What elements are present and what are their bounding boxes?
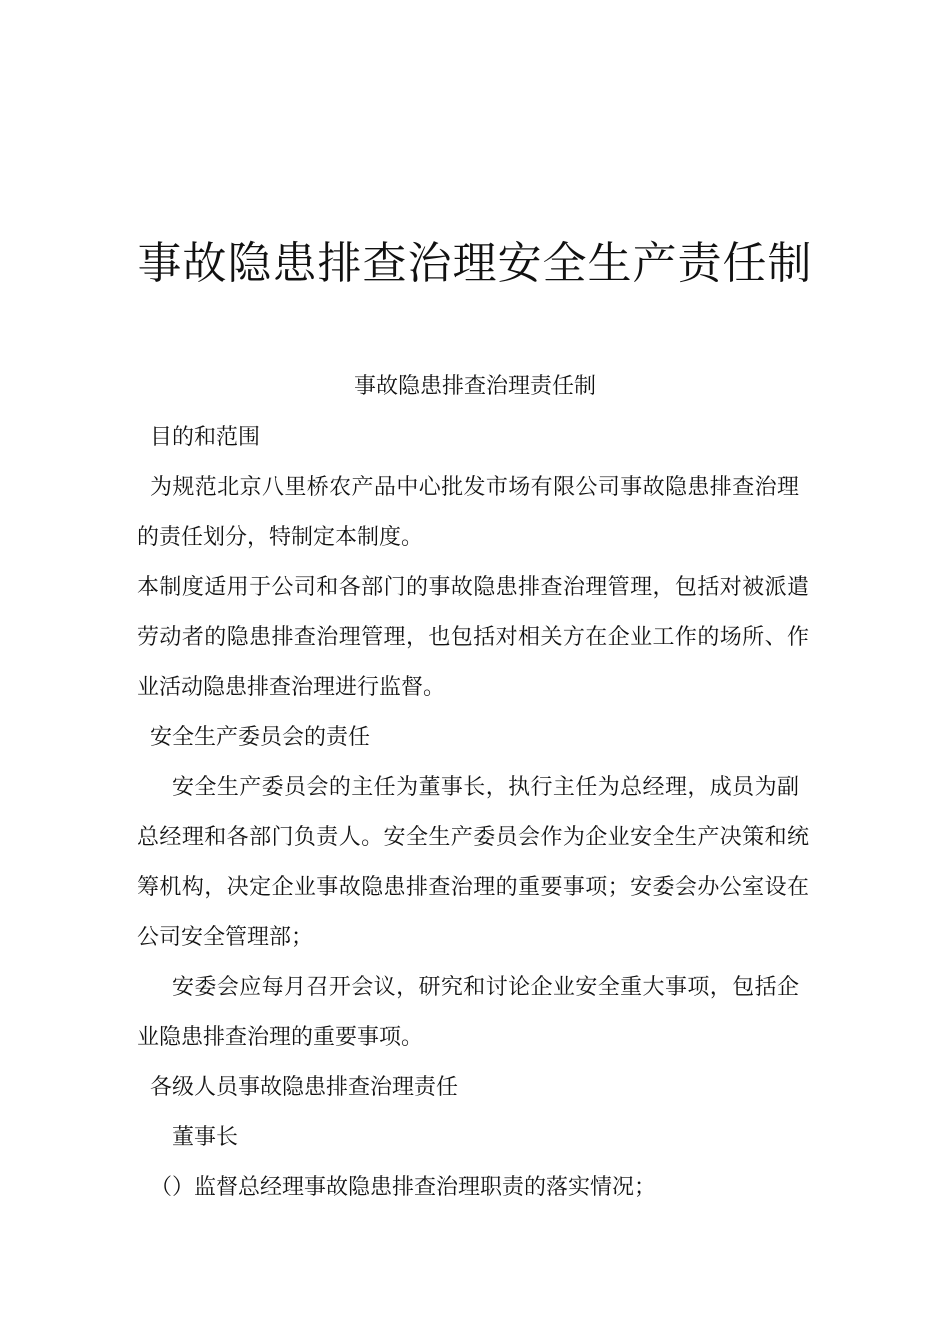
document-subtitle: 事故隐患排查治理责任制 — [353, 374, 596, 399]
paragraph-line: 筹机构，决定企业事故隐患排查治理的重要事项；安委会办公室设在 — [137, 875, 809, 900]
section-heading-responsibilities: 各级人员事故隐患排查治理责任 — [150, 1075, 459, 1100]
paragraph-line: 劳动者的隐患排查治理管理，也包括对相关方在企业工作的场所、作 — [137, 625, 809, 650]
paragraph-line: 的责任划分，特制定本制度。 — [137, 525, 424, 550]
paragraph-line: 为规范北京八里桥农产品中心批发市场有限公司事故隐患排查治理 — [150, 475, 799, 500]
paragraph-line: 总经理和各部门负责人。安全生产委员会作为企业安全生产决策和统 — [137, 825, 809, 850]
section-heading-committee: 安全生产委员会的责任 — [150, 725, 371, 750]
section-heading-scope: 目的和范围 — [150, 425, 261, 450]
paragraph-line: 业活动隐患排查治理进行监督。 — [137, 675, 446, 700]
paragraph-line: 业隐患排查治理的重要事项。 — [137, 1025, 424, 1050]
paragraph-line: 公司安全管理部； — [137, 925, 314, 950]
list-item: （）监督总经理事故隐患排查治理职责的落实情况； — [150, 1175, 657, 1200]
paragraph-line: 本制度适用于公司和各部门的事故隐患排查治理管理，包括对被派遣 — [137, 575, 809, 600]
paragraph-line: 安委会应每月召开会议，研究和讨论企业安全重大事项，包括企 — [172, 975, 799, 1000]
subsection-heading-chairman: 董事长 — [172, 1125, 239, 1150]
paragraph-line: 安全生产委员会的主任为董事长，执行主任为总经理，成员为副 — [172, 775, 799, 800]
document-title: 事故隐患排查治理安全生产责任制 — [137, 238, 813, 289]
